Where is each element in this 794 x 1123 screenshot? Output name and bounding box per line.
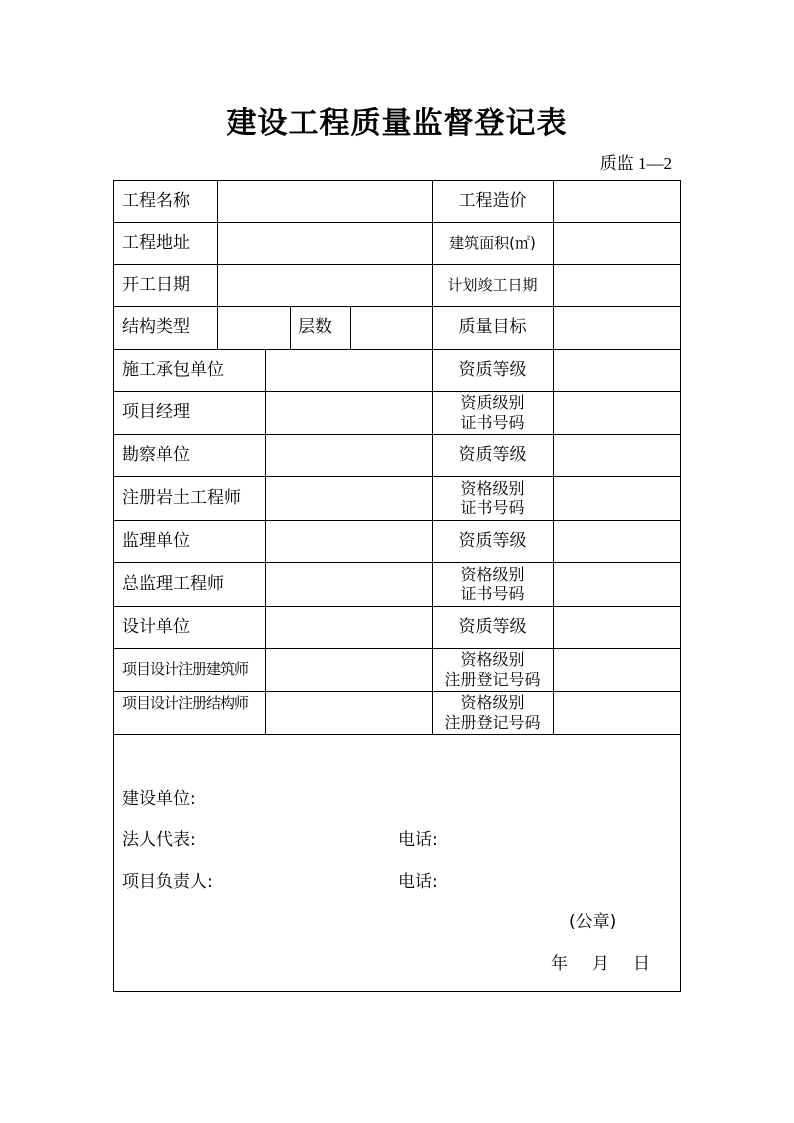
registration-table: [113, 180, 681, 992]
row-divider: [114, 734, 680, 735]
label-qualification-level: 资质等级: [458, 616, 527, 637]
label-reg-number: 注册登记号码: [444, 712, 541, 732]
label-client: 建设单位:: [122, 789, 196, 809]
label-qual-grade: 资格级别: [460, 693, 525, 713]
label-geotech-engineer: 注册岩土工程师: [122, 487, 241, 508]
label-qual-grade: 资格级别: [460, 650, 525, 670]
document-title: 建设工程质量监督登记表: [226, 106, 568, 141]
label-project-cost: 工程造价: [458, 191, 527, 211]
label-qual-grade-cert: [432, 476, 553, 520]
label-structure-type: 结构类型: [122, 317, 190, 337]
label-month: 月: [592, 954, 609, 974]
form-number: 质监 1—2: [599, 154, 672, 173]
label-qual-cert: [432, 391, 553, 434]
label-planned-completion: 计划竣工日期: [447, 275, 538, 294]
label-year: 年: [551, 954, 568, 974]
label-qual-grade: 资格级别: [460, 564, 525, 584]
label-phone: 电话:: [398, 872, 438, 892]
label-contractor: 施工承包单位: [122, 359, 224, 380]
label-cert-no: 证书号码: [460, 584, 525, 603]
label-design-structural: 项目设计注册结构师: [122, 693, 249, 712]
label-qual-level: 资质级别: [460, 393, 525, 413]
label-day: 日: [633, 954, 650, 974]
label-quality-goal: 质量目标: [458, 317, 527, 337]
col-divider: [553, 181, 554, 734]
label-seal: (公章): [569, 912, 617, 932]
label-qual-grade: 资格级别: [460, 478, 525, 498]
label-project-lead: 项目负责人:: [122, 872, 213, 892]
label-qualification-level: 资质等级: [458, 359, 527, 380]
label-survey-unit: 勘察单位: [122, 444, 190, 465]
label-design-architect: 项目设计注册建筑师: [122, 660, 249, 678]
label-qual-grade-cert: [432, 562, 553, 606]
label-reg-number: 注册登记号码: [444, 669, 541, 689]
label-legal-rep: 法人代表:: [122, 830, 196, 850]
label-project-address: 工程地址: [122, 232, 190, 253]
label-project-name: 工程名称: [122, 191, 190, 211]
label-cert-no: 证书号码: [460, 412, 525, 432]
label-phone: 电话:: [398, 830, 438, 850]
label-project-manager: 项目经理: [122, 402, 190, 422]
col-divider: [350, 306, 351, 349]
label-qualification-level: 资质等级: [458, 444, 527, 465]
label-chief-supervisor: 总监理工程师: [122, 573, 224, 594]
label-supervision-unit: 监理单位: [122, 530, 190, 551]
col-divider: [217, 181, 218, 349]
label-building-area: 建筑面积(㎡): [449, 233, 536, 252]
label-design-unit: 设计单位: [122, 616, 190, 637]
col-divider: [265, 349, 266, 734]
label-cert-no: 证书号码: [460, 498, 525, 517]
label-start-date: 开工日期: [122, 274, 190, 295]
label-qualification-level: 资质等级: [458, 530, 527, 551]
label-reg-no: [432, 648, 553, 691]
label-floors: 层数: [298, 317, 332, 337]
label-reg-no: [432, 691, 553, 734]
